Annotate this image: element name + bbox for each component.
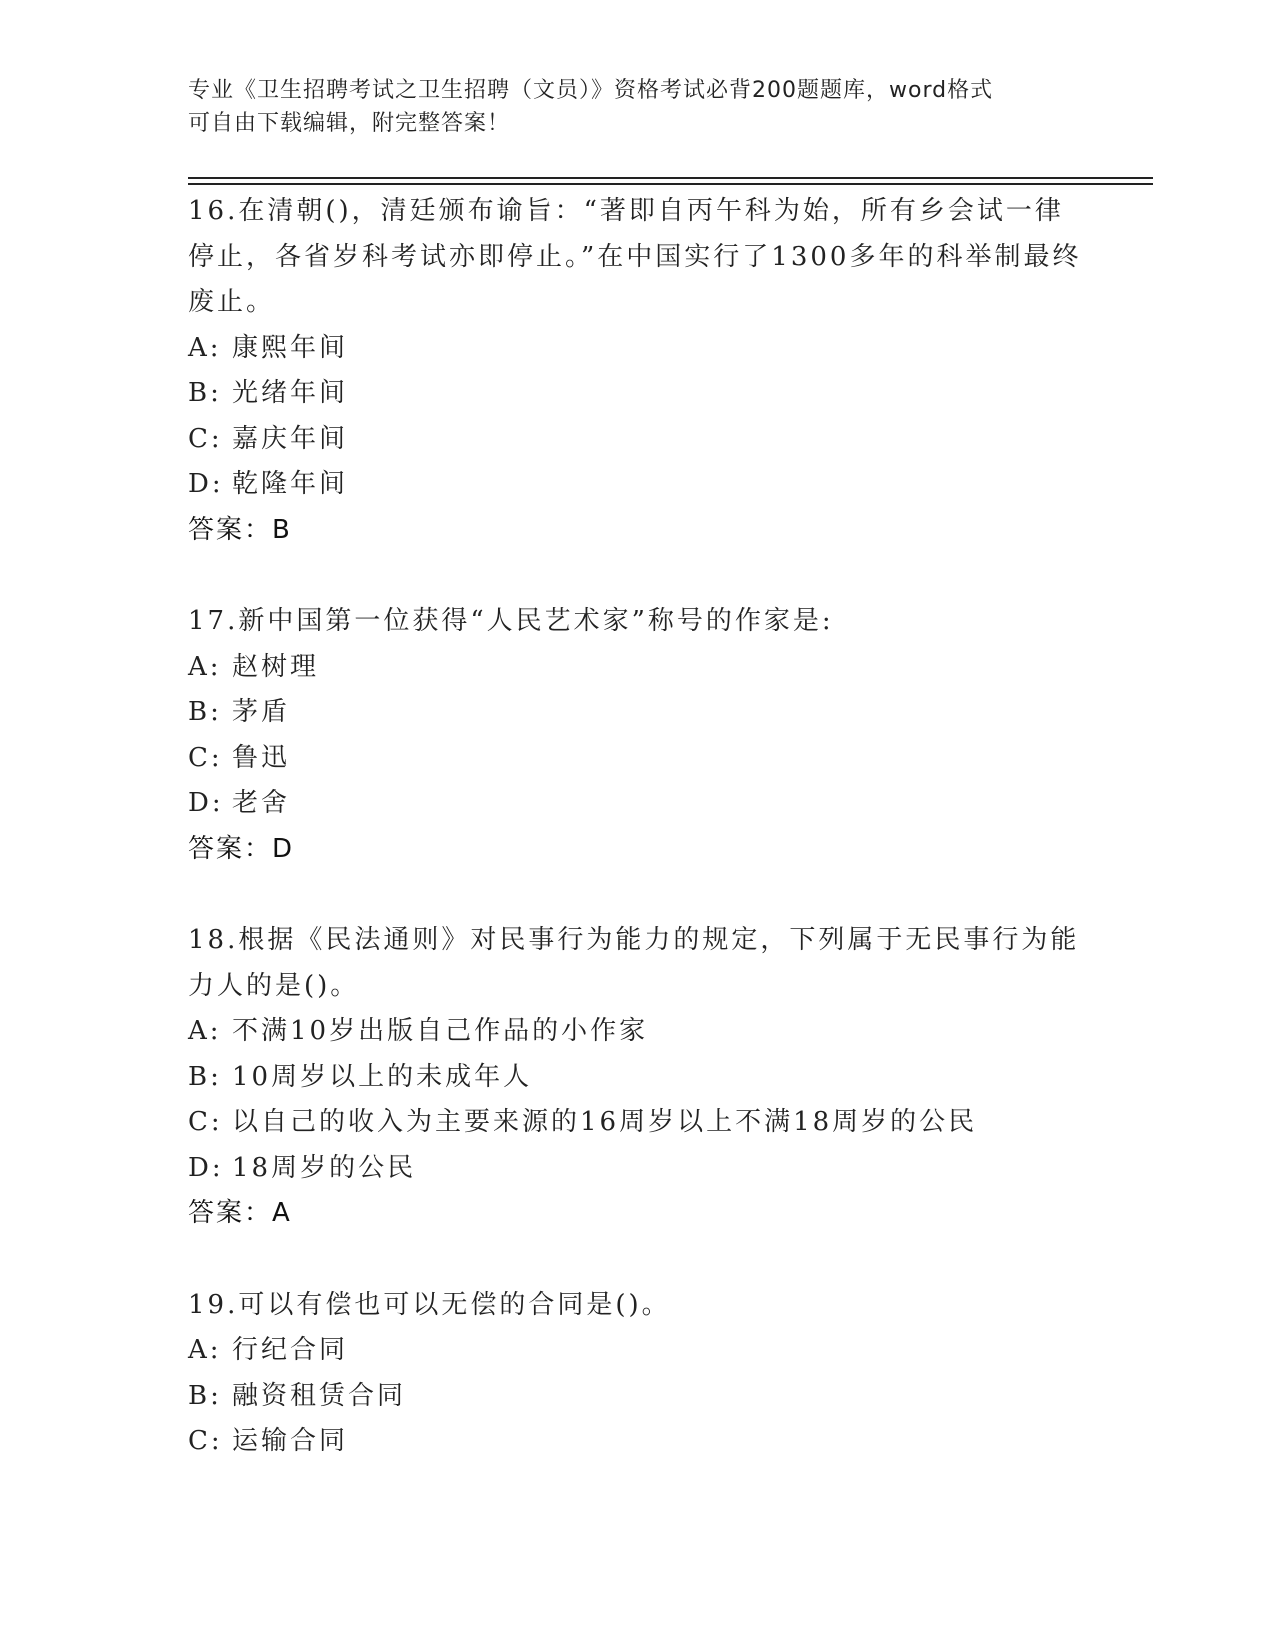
question-text: 18.根据《民法通则》对民事行为能力的规定，下列属于无民事行为能力人的是()。 [188,925,1080,1001]
question-18 [188,918,1088,1237]
option-d [188,1146,1088,1192]
option-letter: D: [188,788,224,818]
option-letter: A: [188,1335,222,1365]
option-text: 赵树理 [232,651,320,682]
option-letter: C: [188,423,223,454]
option-letter: D: [188,1152,224,1183]
option-text: 康熙年间 [232,332,349,363]
option-d [188,462,1088,508]
option-text: 10周岁以上的未成年人 [232,1061,533,1092]
option-text: 行纪合同 [232,1335,349,1365]
header-divider-top [188,177,1153,179]
option-a [188,326,1088,372]
option-letter: B: [188,1061,222,1092]
document-header [188,74,1068,140]
option-text: 嘉庆年间 [232,423,349,454]
header-line-2: 可自由下载编辑，附完整答案！ [188,111,511,136]
option-letter: C: [188,1107,223,1137]
option-text: 不满10岁出版自己作品的小作家 [232,1016,649,1046]
question-19 [188,1283,1088,1465]
option-text: 以自己的收入为主要来源的16周岁以上不满18周岁的公民 [232,1107,978,1137]
option-letter: D: [188,469,224,499]
option-letter: A: [188,332,222,363]
question-16 [188,189,1088,553]
option-text: 融资租赁合同 [232,1380,407,1411]
header-line-1: 专业《卫生招聘考试之卫生招聘（文员）》资格考试必背200题题库，word格式 [188,78,994,103]
answer-label: 答案：B [188,514,292,545]
option-c [188,1100,1088,1146]
option-letter: B: [188,697,222,727]
answer-label: 答案：D [188,833,295,864]
option-letter: C: [188,1426,223,1456]
question-17 [188,599,1088,872]
header-divider-bottom [188,183,1153,185]
option-b [188,1374,1088,1420]
answer-label: 答案：A [188,1198,292,1228]
option-b [188,690,1088,736]
option-letter: A: [188,1016,222,1046]
option-letter: B: [188,1380,222,1411]
option-text: 运输合同 [232,1426,349,1456]
option-c [188,417,1088,463]
option-a [188,1009,1088,1055]
option-letter: A: [188,651,222,682]
option-c [188,736,1088,782]
question-text: 17.新中国第一位获得“人民艺术家”称号的作家是: [188,606,834,636]
option-text: 乾隆年间 [232,469,349,499]
option-letter: C: [188,742,223,773]
option-text: 光绪年间 [232,378,349,408]
option-letter: B: [188,378,222,408]
question-text: 16.在清朝()，清廷颁布谕旨：“著即自丙午科为始，所有乡会试一律停止，各省岁科考试亦即停止。”在中国实行了1300多年的科举制最终废止。 [188,196,1082,317]
option-text: 茅盾 [232,697,291,727]
option-a [188,645,1088,691]
option-text: 鲁迅 [232,742,291,773]
option-text: 老舍 [232,788,291,818]
option-d [188,781,1088,827]
option-a [188,1328,1088,1374]
option-b [188,1055,1088,1101]
question-text: 19.可以有偿也可以无偿的合同是()。 [188,1289,671,1320]
option-text: 18周岁的公民 [232,1152,417,1183]
option-b [188,371,1088,417]
question-list [188,189,1088,1511]
option-c [188,1419,1088,1465]
